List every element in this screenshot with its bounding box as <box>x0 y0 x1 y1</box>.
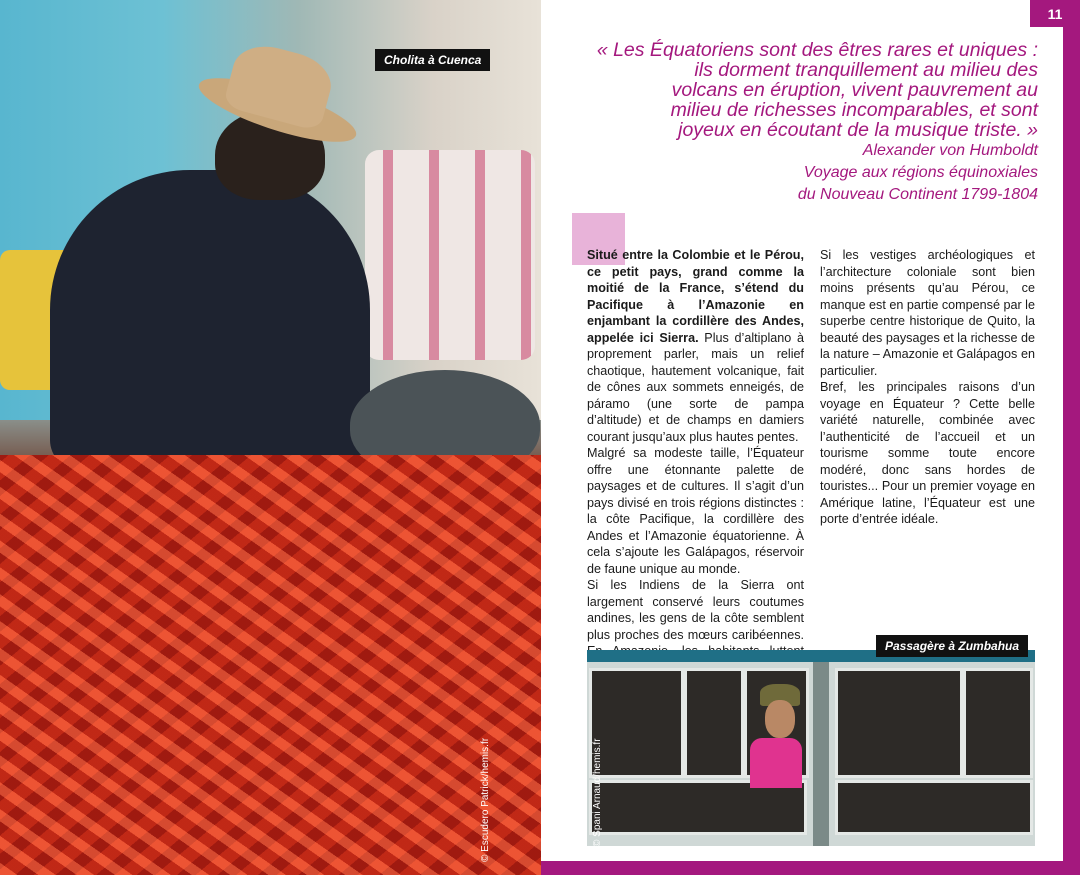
quote-line: ils dorment tranquillement au milieu des <box>694 59 1038 81</box>
quote-line: joyeux en écoutant de la musique triste. » <box>678 119 1038 141</box>
bus-window <box>835 780 1033 835</box>
bottom-accent-bar <box>541 861 1080 875</box>
quote-work-date: du Nouveau Continent 1799-1804 <box>797 186 1038 203</box>
paragraph: Malgré sa modeste taille, l’Équateur offre une étonnante palette de paysages et de cultures. Il s’agit d’un pays divisé en trois régions distinctes : la côte Pacifique, la cordillère des Andes et l’Amazonie équatorienne. À cela s’ajoute les Galápagos, réservoir de faune unique au monde. <box>587 446 804 576</box>
quote-line: volcans en éruption, vivent pauvrement au <box>671 79 1038 101</box>
photo-credit-bus: © Spani Arnaud/hemis.fr <box>592 738 603 847</box>
quote-line: milieu de richesses incomparables, et sont <box>670 99 1038 121</box>
paragraph: Bref, les principales raisons d’un voyage en Équateur ? Cette belle variété naturelle, combinée avec l’authenticité de l’accueil et un tourisme somme toute encore modéré, donc sans hordes de touristes... Pour un premier voyage en Amérique latine, l’Équateur est une porte d’entrée idéale. <box>820 380 1035 526</box>
quote-author: Alexander von Humboldt <box>862 142 1038 159</box>
article-column-right <box>820 247 1035 528</box>
photo-caption-left: Cholita à Cuenca <box>375 49 490 71</box>
side-accent-bar <box>1063 27 1080 875</box>
photo-caption-bus: Passagère à Zumbahua <box>876 635 1028 657</box>
lead-text: Situé entre la Colombie et le Pérou, ce petit pays, grand comme la moitié de la France, s’étend du Pacifique à l’Amazonie en enjambant la cordillère des Andes, appelée ici Sierra. <box>587 248 804 345</box>
woman-shawl <box>50 170 370 470</box>
striped-sack <box>365 150 535 360</box>
paragraph: Si les vestiges archéologiques et l’architecture coloniale sont bien moins présents qu’au Pérou, ce manque est en partie compensé par le superbe centre historique de Quito, la beauté des paysages et la richesse de la nature – Amazonie et Galápagos en particulier. <box>820 248 1035 378</box>
bus-window <box>835 668 963 778</box>
page-number: 11 <box>1030 0 1080 27</box>
paragraph-text: Plus d’altiplano à proprement parler, mais un relief chaotique, hautement volcanique, fait de cônes aux sommets enneigés, de páramo (une sorte de pampa d’altitude) et de champs en damiers courant jusqu’aux plus hautes pentes. <box>587 330 804 444</box>
red-peppers <box>0 455 541 875</box>
photo-credit-left: © Escudero Patrick/hemis.fr <box>480 737 491 862</box>
paragraph <box>587 247 804 445</box>
quote-work: Voyage aux régions équinoxiales <box>803 164 1038 181</box>
article-column-left <box>587 247 804 675</box>
passenger-face <box>765 700 795 738</box>
bus-window <box>963 668 1033 778</box>
paragraph: Si les Indiens de la Sierra ont largement conservé leurs coutumes andines, les gens de la côte semblent plus proches des mœurs caribéennes. <box>587 578 804 642</box>
epigraph-quote <box>570 40 1038 206</box>
passenger-shirt <box>750 738 802 788</box>
bus-window <box>684 668 744 778</box>
bus-window <box>589 780 807 835</box>
quote-line: « Les Équatoriens sont des êtres rares et uniques : <box>596 39 1038 61</box>
bus-photo <box>587 650 1035 846</box>
bus-window <box>589 668 684 778</box>
